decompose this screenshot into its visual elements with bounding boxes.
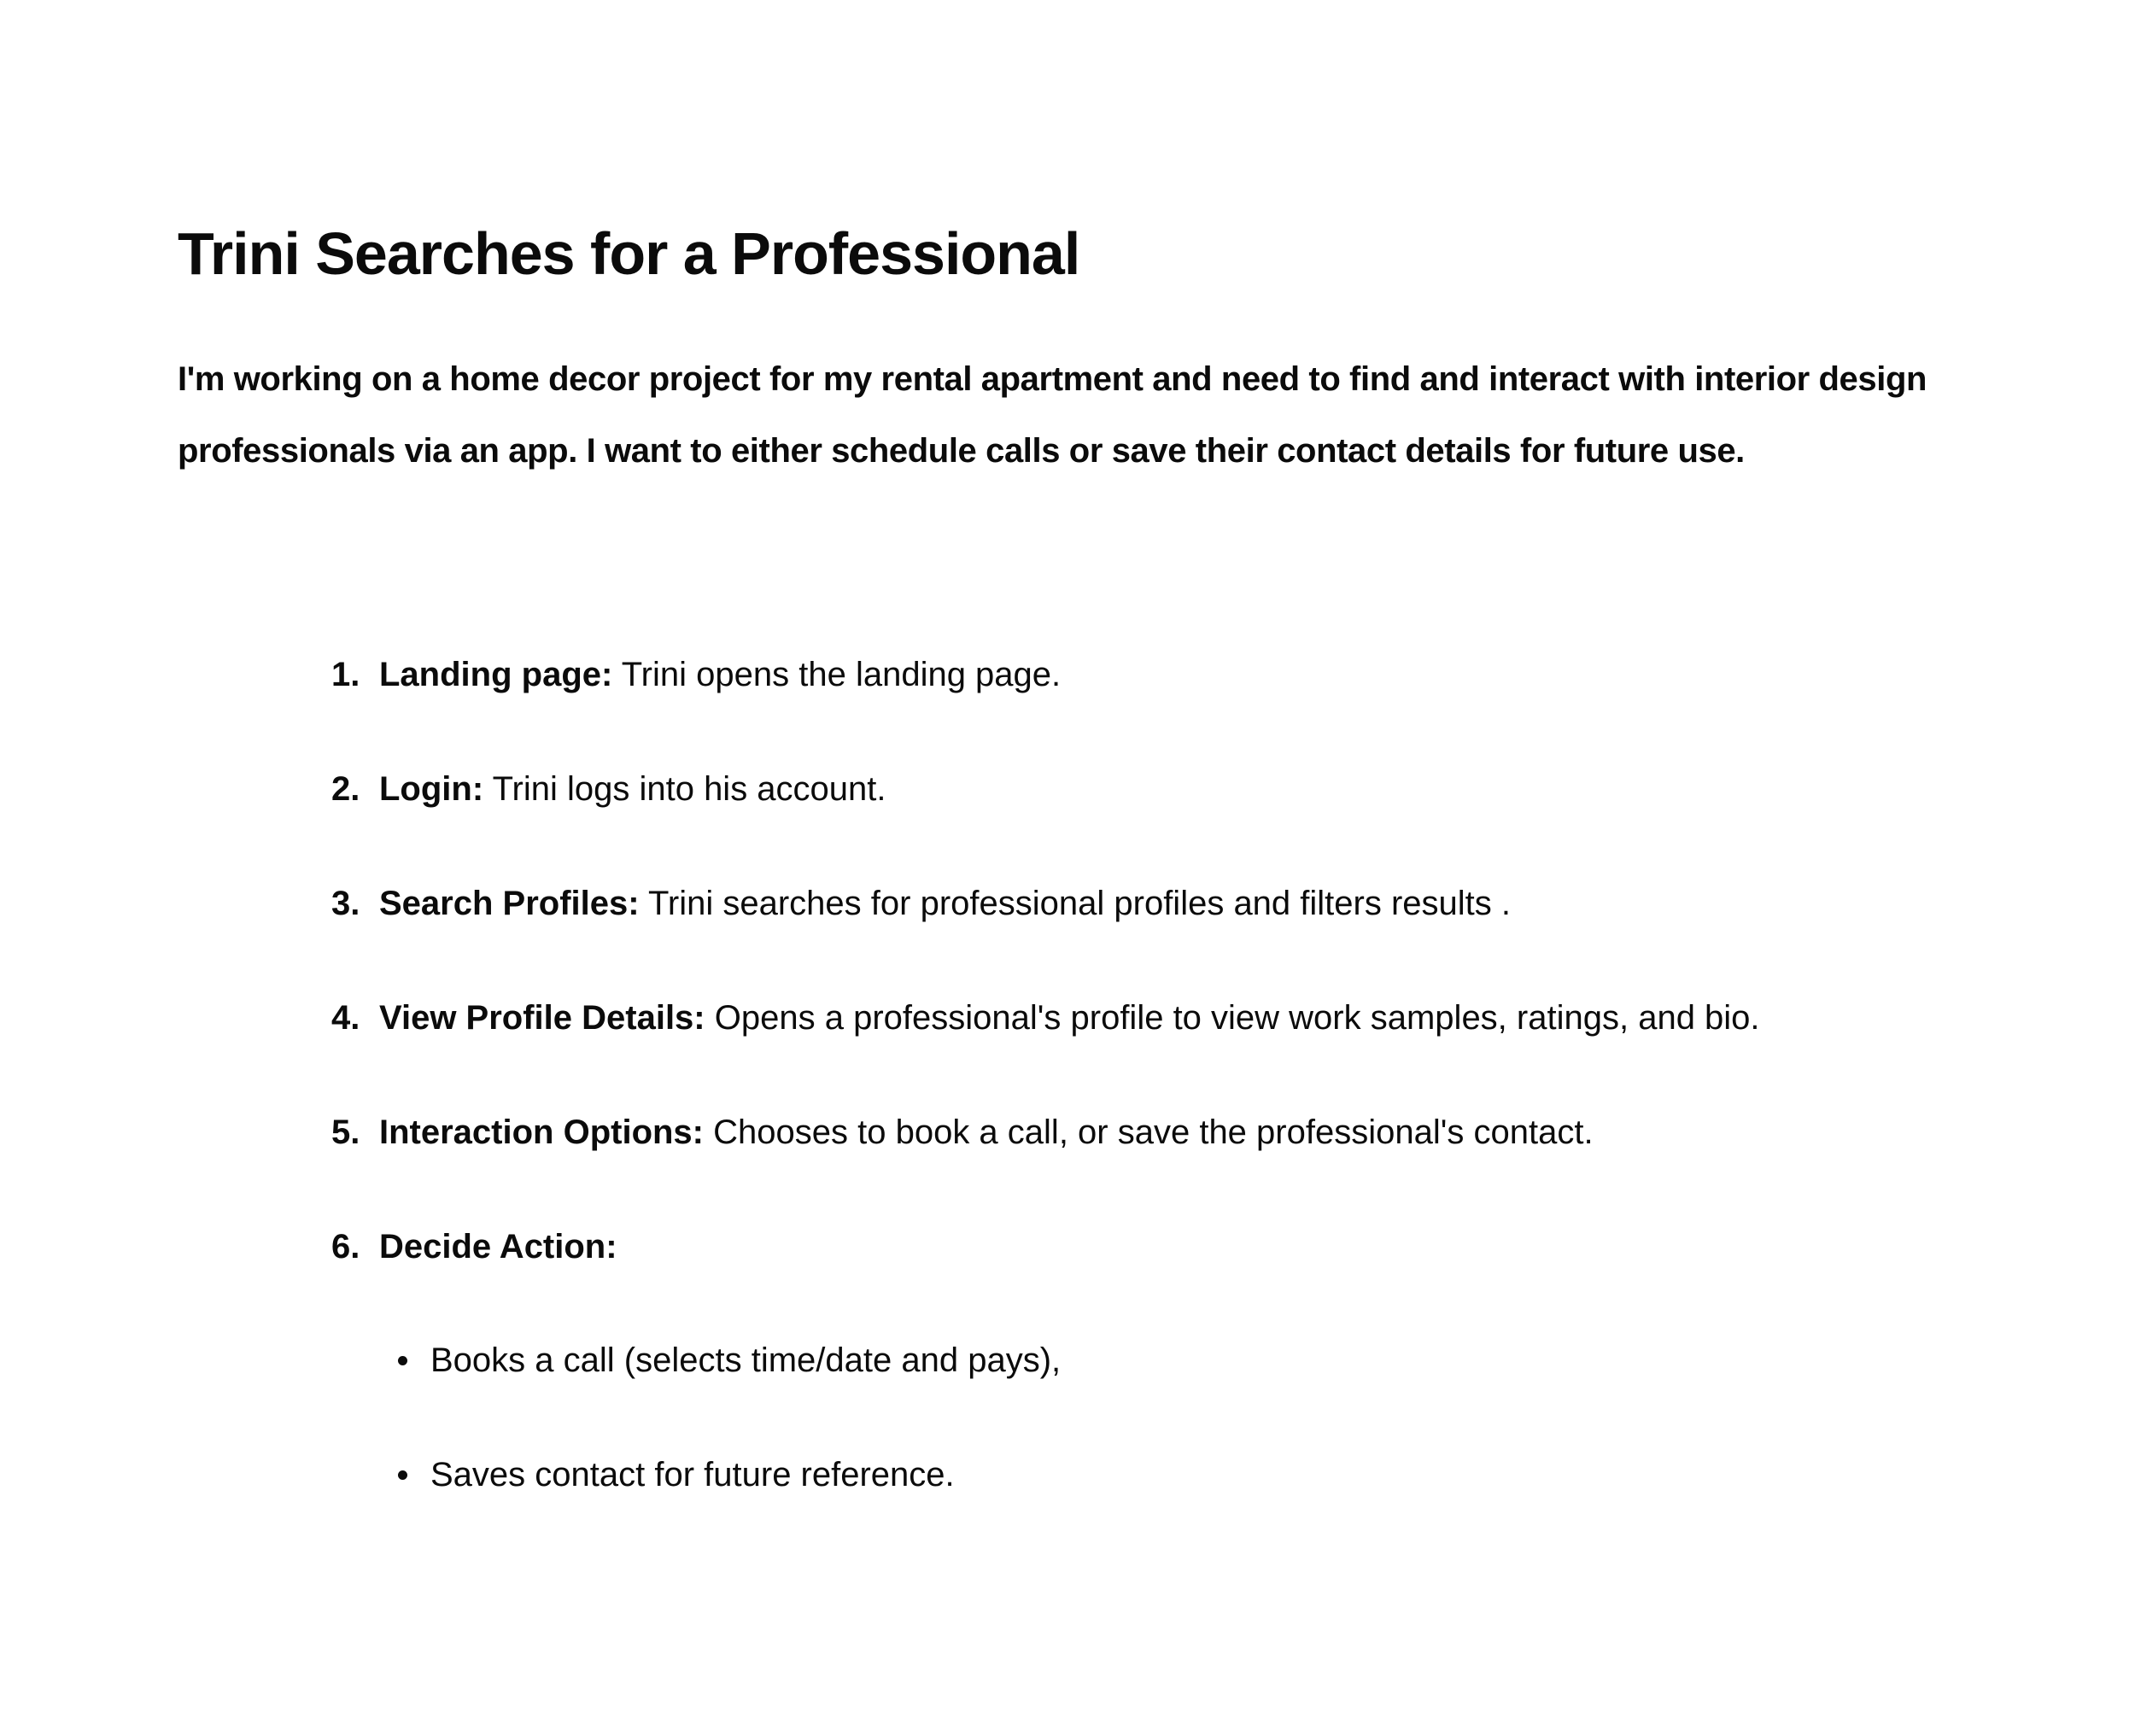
list-item — [398, 1322, 1061, 1436]
step-description: Chooses to book a call, or save the professional's contact. — [713, 1113, 1594, 1151]
step-item — [331, 1208, 1760, 1323]
step-number: 1. — [331, 656, 360, 693]
step-number: 4. — [331, 999, 360, 1037]
option-text: Books a call (selects time/date and pays), — [430, 1341, 1062, 1379]
bullet-icon — [398, 1356, 407, 1365]
step-title: View Profile Details: — [379, 999, 705, 1037]
step-title: Landing page: — [379, 656, 613, 693]
step-description: Trini opens the landing page. — [621, 656, 1062, 693]
bullet-icon — [398, 1470, 407, 1480]
step-number: 5. — [331, 1113, 360, 1151]
step-title: Search Profiles: — [379, 885, 640, 922]
step-item — [331, 1094, 1760, 1208]
steps-list — [331, 636, 1760, 1323]
step-item — [331, 636, 1760, 751]
step-number: 2. — [331, 770, 360, 808]
option-text: Saves contact for future reference. — [430, 1456, 955, 1493]
step-description: Trini searches for professional profiles and filters results . — [647, 885, 1512, 922]
step-description: Opens a professional's profile to view work samples, ratings, and bio. — [714, 999, 1760, 1037]
step-description: Trini logs into his account. — [492, 770, 886, 808]
step-title: Login: — [379, 770, 484, 808]
step-item — [331, 979, 1760, 1094]
step-title: Interaction Options: — [379, 1113, 704, 1151]
step-number: 6. — [331, 1228, 360, 1265]
page-title: Trini Searches for a Professional — [178, 220, 1080, 287]
step-number: 3. — [331, 885, 360, 922]
list-item — [398, 1436, 1061, 1551]
decide-action-options — [398, 1322, 1061, 1551]
step-item — [331, 751, 1760, 865]
intro-paragraph: I'm working on a home decor project for my rental apartment and need to find and interact with interior design professionals via an app. I want to either schedule calls or save their contact details for future use. — [178, 360, 1927, 470]
step-title: Decide Action: — [379, 1228, 617, 1265]
step-item — [331, 865, 1760, 979]
